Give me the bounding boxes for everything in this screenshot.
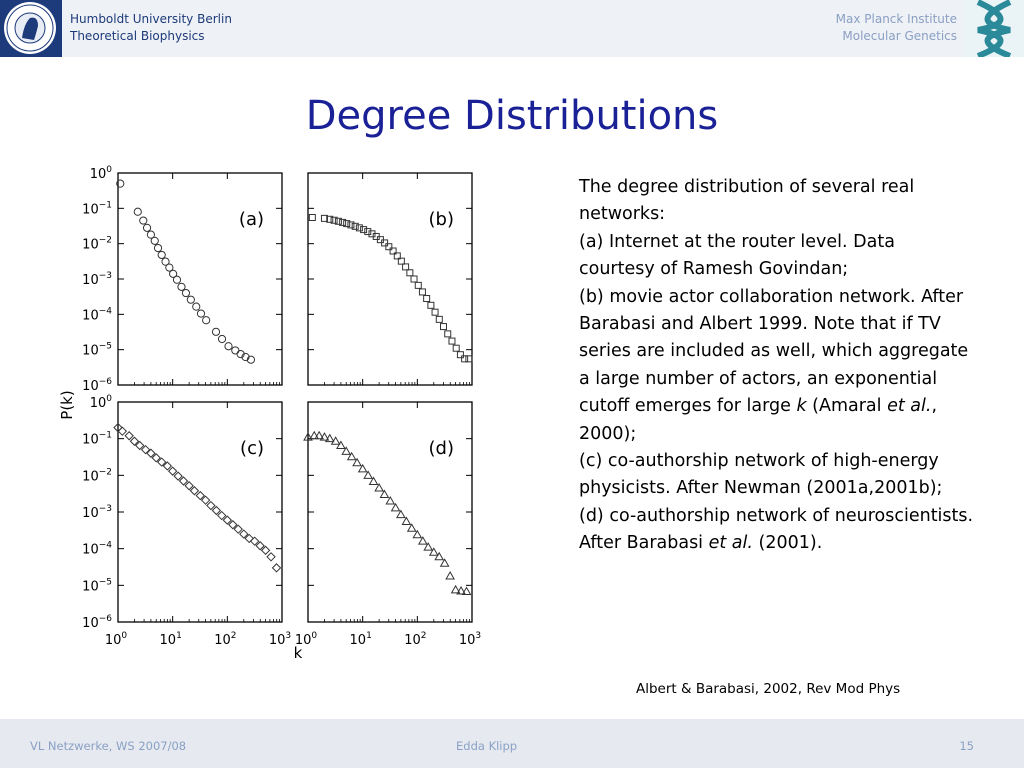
x-tick-label: $10^3$ xyxy=(268,631,292,648)
data-point xyxy=(348,453,356,460)
data-point xyxy=(457,352,463,358)
y-tick-label: $10^{-6}$ xyxy=(82,614,112,631)
humboldt-line-1: Humboldt University Berlin xyxy=(70,12,232,26)
data-point xyxy=(446,572,454,579)
footer-author: Edda Klipp xyxy=(456,739,518,753)
data-point xyxy=(424,296,430,302)
data-point xyxy=(419,289,425,295)
x-axis-label: k xyxy=(293,644,303,660)
footer-course: VL Netzwerke, WS 2007/08 xyxy=(30,739,187,753)
x-tick-label: $10^3$ xyxy=(458,631,482,648)
desc-panel-b-etal: et al. xyxy=(887,396,932,417)
y-tick-label: $10^{-6}$ xyxy=(82,377,112,394)
max-planck-dna-logo xyxy=(964,0,1024,57)
y-tick-label: $10^{-2}$ xyxy=(82,467,112,485)
data-point xyxy=(193,303,200,310)
desc-panel-b-k: k xyxy=(796,396,807,417)
data-point xyxy=(207,502,215,510)
data-point xyxy=(402,518,410,525)
panel-frame xyxy=(308,173,472,385)
data-point xyxy=(462,356,468,362)
humboldt-university-logo xyxy=(0,0,62,57)
y-tick-label: $10^{-1}$ xyxy=(82,200,112,218)
y-tick-label: $10^0$ xyxy=(89,165,112,182)
data-point xyxy=(436,316,442,322)
data-point xyxy=(453,345,459,351)
data-point xyxy=(361,227,367,233)
data-point xyxy=(197,310,204,317)
data-point xyxy=(218,335,225,342)
panel-label: (b) xyxy=(428,209,454,230)
data-point xyxy=(411,276,417,282)
data-point xyxy=(386,244,392,250)
header-bar xyxy=(0,0,1024,57)
data-point xyxy=(309,215,315,221)
y-tick-label: $10^{-5}$ xyxy=(82,577,112,595)
data-point xyxy=(125,432,133,440)
panel-frame xyxy=(118,402,282,622)
data-point xyxy=(364,471,372,478)
panel-frame xyxy=(118,173,282,385)
data-point xyxy=(380,491,388,498)
desc-panel-d-text: (d) co-authorship network of neuroscientists. After Barabasi xyxy=(579,505,974,554)
data-point xyxy=(356,225,362,231)
y-tick-label: $10^{-4}$ xyxy=(82,540,112,558)
y-tick-label: $10^{-1}$ xyxy=(82,430,112,448)
y-axis-label: P(k) xyxy=(58,390,76,420)
slide-title: Degree Distributions xyxy=(305,93,719,139)
data-point xyxy=(449,338,455,344)
data-point xyxy=(178,283,185,290)
data-point xyxy=(440,324,446,330)
data-point xyxy=(392,504,400,511)
desc-panel-c: (c) co-authorship network of high-energy physicists. After Newman (2001a,2001b); xyxy=(579,451,943,499)
humboldt-line-2: Theoretical Biophysics xyxy=(70,29,205,43)
data-point xyxy=(225,343,232,350)
desc-panel-a: (a) Internet at the router level. Data courtesy of Ramesh Govindan; xyxy=(579,231,895,280)
humboldt-university-caption xyxy=(70,11,232,45)
data-point xyxy=(212,328,219,335)
y-tick-label: $10^{-5}$ xyxy=(82,341,112,359)
panel-label: (a) xyxy=(238,209,264,230)
x-tick-label: $10^2$ xyxy=(214,631,237,648)
desc-panel-b-end: , 2000); xyxy=(579,396,938,444)
y-tick-label: $10^{-3}$ xyxy=(82,271,112,288)
data-point xyxy=(397,511,405,518)
max-planck-caption xyxy=(836,11,957,45)
data-point xyxy=(403,264,409,270)
data-point xyxy=(419,537,427,544)
data-point xyxy=(232,347,239,354)
data-point xyxy=(352,223,358,229)
degree-distribution-plots xyxy=(50,160,490,660)
data-point xyxy=(365,229,371,235)
data-point xyxy=(408,524,416,531)
desc-intro: The degree distribution of several real networks: xyxy=(579,177,915,225)
data-point xyxy=(143,224,150,231)
panel-frame xyxy=(308,402,472,622)
data-point xyxy=(375,484,383,491)
data-point xyxy=(203,317,210,324)
footer-page-number: 15 xyxy=(959,739,974,753)
data-point xyxy=(441,559,449,566)
data-point xyxy=(140,217,147,224)
data-point xyxy=(428,302,434,308)
max-planck-line-1: Max Planck Institute xyxy=(835,12,957,26)
y-tick-label: $10^{-4}$ xyxy=(82,306,112,324)
data-point xyxy=(118,427,126,435)
data-point xyxy=(445,331,451,337)
figure-description xyxy=(579,174,974,558)
desc-panel-b-amaral: (Amaral xyxy=(806,396,888,417)
x-tick-label: $10^2$ xyxy=(404,631,427,648)
degree-distribution-figure xyxy=(50,160,490,660)
data-point xyxy=(435,553,443,560)
x-tick-label: $10^0$ xyxy=(104,631,128,648)
desc-panel-d-end: (2001). xyxy=(752,533,823,554)
data-point xyxy=(169,467,177,475)
y-tick-label: $10^{-3}$ xyxy=(82,504,112,521)
data-point xyxy=(415,282,421,288)
max-planck-line-2: Molecular Genetics xyxy=(842,29,957,43)
footer-bar xyxy=(0,719,1024,768)
data-point xyxy=(134,208,141,215)
y-tick-label: $10^{-2}$ xyxy=(82,235,112,253)
data-point xyxy=(407,270,413,276)
desc-panel-b-text: (b) movie actor collaboration network. After Barabasi and Albert 1999. Note that if TV series are included as well, which aggregate a large number of actors, an exponential cutoff emerges for large xyxy=(579,286,969,417)
data-point xyxy=(267,553,275,561)
data-point xyxy=(158,251,165,258)
data-point xyxy=(187,296,194,303)
x-tick-label: $10^1$ xyxy=(159,631,182,648)
desc-panel-b xyxy=(579,284,974,448)
panel-label: (c) xyxy=(240,438,264,459)
data-point xyxy=(154,244,161,251)
data-point xyxy=(432,309,438,315)
y-tick-label: $10^0$ xyxy=(89,394,112,411)
citation: Albert & Barabasi, 2002, Rev Mod Phys xyxy=(636,681,901,697)
data-point xyxy=(273,564,281,572)
data-point xyxy=(151,237,158,244)
data-point xyxy=(212,506,220,514)
data-point xyxy=(386,497,394,504)
panel-label: (d) xyxy=(428,438,454,459)
data-point xyxy=(413,531,421,538)
x-tick-label: $10^1$ xyxy=(349,631,372,648)
data-point xyxy=(182,289,189,296)
desc-panel-d-etal: et al. xyxy=(708,533,753,554)
data-point xyxy=(430,548,438,555)
data-point xyxy=(173,276,180,283)
data-point xyxy=(466,356,472,362)
desc-panel-d xyxy=(579,503,974,558)
x-tick-label: $10^0$ xyxy=(294,631,318,648)
